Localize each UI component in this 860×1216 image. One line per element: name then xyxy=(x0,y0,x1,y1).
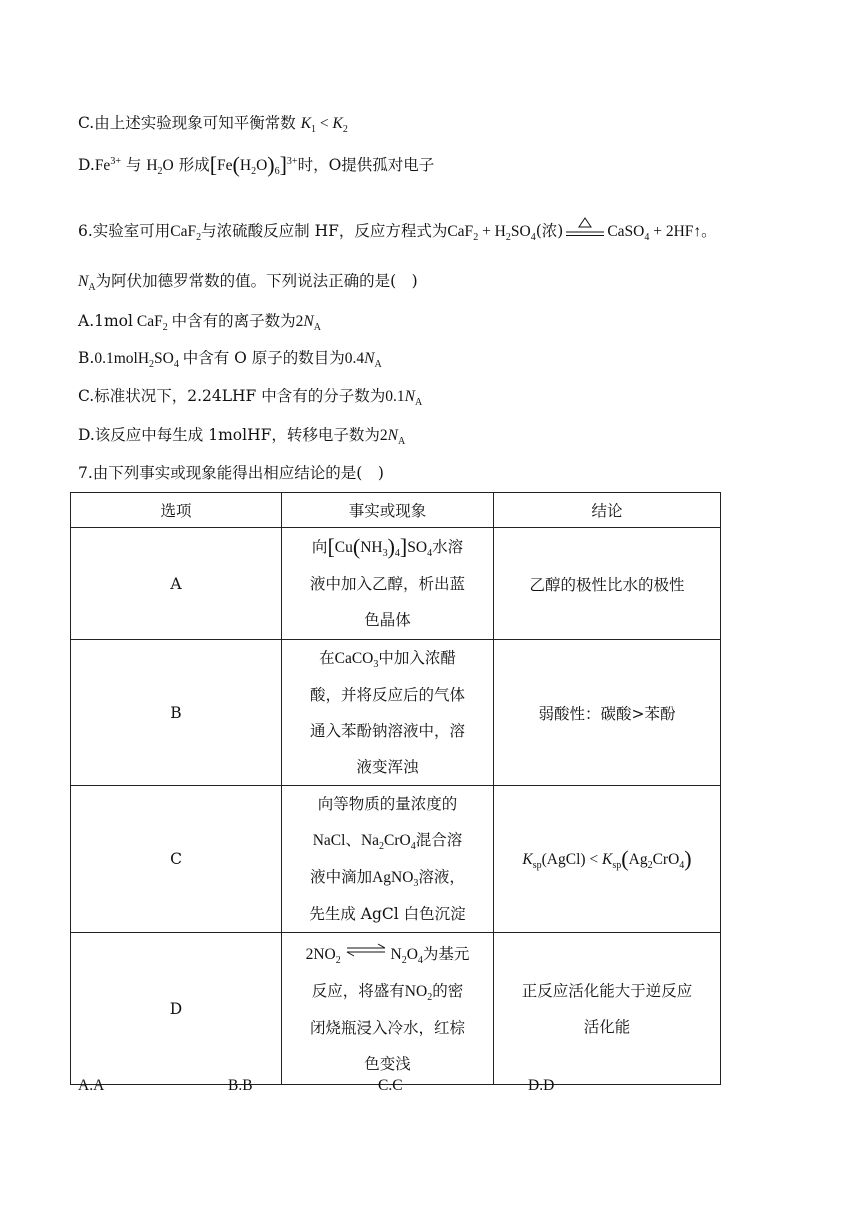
row-d-option: D xyxy=(71,933,282,1085)
option-6c xyxy=(78,385,422,408)
row-a-conclusion: 乙醇的极性比水的极性 xyxy=(494,528,721,640)
option-6d-value: $2N_A$ xyxy=(379,427,406,448)
option-6d-text: D.该反应中每生成 1molHF，转移电子数为 xyxy=(78,426,380,444)
row-b-fact-l1b: 中加入浓醋 xyxy=(378,649,456,667)
option-6a-text: 中含有的离子数为 xyxy=(171,312,296,330)
row-d-fact-line1 xyxy=(288,936,487,973)
option-6d xyxy=(78,424,405,447)
option-5d xyxy=(78,154,434,177)
row-c-fact-line4: 先生成 AgCl 白色沉淀 xyxy=(309,905,466,923)
table-row xyxy=(71,640,721,786)
row-b-fact-line4: 液变浑浊 xyxy=(356,758,419,776)
row-a-fact-l1b: 水溶 xyxy=(432,538,464,556)
option-6a-value: $2N_A$ xyxy=(295,313,321,334)
row-a-fact xyxy=(282,528,494,640)
table-row xyxy=(71,528,721,640)
question-7-stem xyxy=(78,462,384,484)
q6-conc: (浓) xyxy=(535,222,564,240)
row-a-fact-line2: 液中加入乙醇，析出蓝 xyxy=(309,575,465,593)
row-b-fact xyxy=(282,640,494,786)
reaction-equation: $CaF_2 + H_2SO_4$ xyxy=(447,223,536,244)
option-5c xyxy=(78,112,348,135)
option-5d-form: 形成 xyxy=(178,156,210,174)
water-formula: $H_2O$ xyxy=(146,157,174,178)
row-b-fact-line1 xyxy=(288,640,487,677)
option-6b xyxy=(78,347,382,370)
complex-ion-formula: $[Fe(H_2O)_6]^{3+}$ xyxy=(209,152,298,178)
option-6b-text: 中含有 O 原子的数目为 xyxy=(182,349,345,367)
q6-prefix: 6.实验室可用 xyxy=(78,222,171,240)
q6-mid: 与浓硫酸反应制 HF，反应方程式为 xyxy=(201,222,448,240)
row-c-fact-l2b: 混合溶 xyxy=(415,831,463,849)
answer-option-c[interactable]: C.C xyxy=(378,1077,403,1094)
row-b-fact-line2: 酸，并将反应后的气体 xyxy=(309,686,465,704)
row-a-option: A xyxy=(71,528,282,640)
row-d-fact-line3: 闭烧瓶浸入冷水，红棕 xyxy=(309,1018,465,1037)
row-d-fact-l1b: 为基元 xyxy=(422,944,470,963)
row-a-fact-l1a: 向 xyxy=(311,538,328,556)
option-5d-label: D. xyxy=(78,156,95,174)
na-symbol: $N_A$ xyxy=(78,273,96,294)
equilibrium-arrow-icon xyxy=(345,943,387,957)
option-6b-value: $0.4N_A$ xyxy=(344,350,382,371)
row-b-fact-line3: 通入苯酚钠溶液中，溶 xyxy=(309,722,465,740)
ksp-inequality: $K_{sp}(AgCl) < K_{sp}(Ag_2CrO_4)$ xyxy=(522,846,692,872)
option-6a-prefix: A.1mol xyxy=(78,312,133,330)
agno3-formula: AgNO$_3$ xyxy=(372,869,419,890)
table-row xyxy=(71,933,721,1085)
caf2-formula: CaF$_2$ xyxy=(170,223,202,244)
answer-option-a[interactable]: A.A xyxy=(78,1077,105,1094)
row-d-fact xyxy=(282,933,494,1085)
q6-end: 。 xyxy=(701,222,717,240)
no2-equilibrium: $2NO_2$ $N_2O_4$ xyxy=(306,946,423,963)
header-fact: 事实或现象 xyxy=(282,493,494,528)
header-option: 选项 xyxy=(71,493,282,528)
caco3-formula: CaCO$_3$ xyxy=(334,650,379,671)
row-d-conclusion-line1: 正反应活化能大于逆反应 xyxy=(521,981,693,1000)
row-a-fact-line3: 色晶体 xyxy=(364,611,411,629)
row-a-fact-line1 xyxy=(288,529,487,566)
option-6c-text: C.标准状况下，2.24LHF 中含有的分子数为 xyxy=(78,387,386,405)
answer-option-d[interactable]: D.D xyxy=(528,1077,555,1094)
row-d-fact-line4: 色变浅 xyxy=(364,1054,411,1073)
nacl-na2cro4-formula: NaCl、$Na_2CrO_4$ xyxy=(312,832,416,853)
table-header-row xyxy=(71,493,721,528)
option-5d-suffix: 时，O提供孤对电子 xyxy=(297,156,435,174)
table-row xyxy=(71,786,721,933)
row-b-option: B xyxy=(71,640,282,786)
q6-na-text: 为阿伏加德罗常数的值。下列说法正确的是( ) xyxy=(95,272,418,290)
cu-complex-formula: $[Cu(NH_3)_4]SO_4$ xyxy=(327,534,433,560)
reaction-products: CaSO$_4$ + 2HF↑ xyxy=(607,223,702,244)
no2-formula: $NO_2$ xyxy=(404,982,433,1003)
row-d-conclusion-line2: 活化能 xyxy=(583,1017,631,1036)
row-c-fact xyxy=(282,786,494,933)
row-d-conclusion xyxy=(494,933,721,1085)
option-5d-with: 与 xyxy=(125,156,142,174)
answer-option-b[interactable]: B.B xyxy=(228,1077,253,1094)
row-d-fact-line2 xyxy=(288,973,487,1010)
row-c-conclusion xyxy=(494,786,721,933)
row-c-fact-l3a: 液中滴加 xyxy=(310,868,373,886)
row-c-fact-line1: 向等物质的量浓度的 xyxy=(317,795,458,813)
question-6-stem xyxy=(78,216,717,243)
option-5c-text: C.由上述实验现象可知平衡常数 xyxy=(78,114,296,132)
option-6b-formula: $0.1molH_2SO_4$ xyxy=(94,350,179,371)
row-b-conclusion: 弱酸性：碳酸>苯酚 xyxy=(494,640,721,786)
row-c-fact-line2 xyxy=(288,822,487,859)
fe3-ion: $Fe^{3+}$ xyxy=(94,155,121,174)
option-6c-value: $0.1N_A$ xyxy=(385,388,423,409)
experiment-table xyxy=(70,492,721,1085)
heating-arrow-icon xyxy=(563,216,607,242)
row-d-fact-l2a: 反应，将盛有 xyxy=(311,981,405,1000)
option-6b-prefix: B. xyxy=(78,349,95,367)
row-c-fact-l3b: 溶液， xyxy=(418,868,465,886)
question-6-na xyxy=(78,270,418,293)
option-5c-formula: $K_1 < K_2$ xyxy=(300,115,348,136)
option-6a-formula: CaF$_2$ xyxy=(132,313,168,334)
row-d-fact-l2b: 的密 xyxy=(432,981,464,1000)
row-b-fact-l1a: 在 xyxy=(319,649,335,667)
option-6a xyxy=(78,310,321,333)
row-c-fact-line3 xyxy=(288,859,487,896)
row-c-option: C xyxy=(71,786,282,933)
q7-text: 7.由下列事实或现象能得出相应结论的是( ) xyxy=(78,464,384,482)
header-conclusion: 结论 xyxy=(494,493,721,528)
